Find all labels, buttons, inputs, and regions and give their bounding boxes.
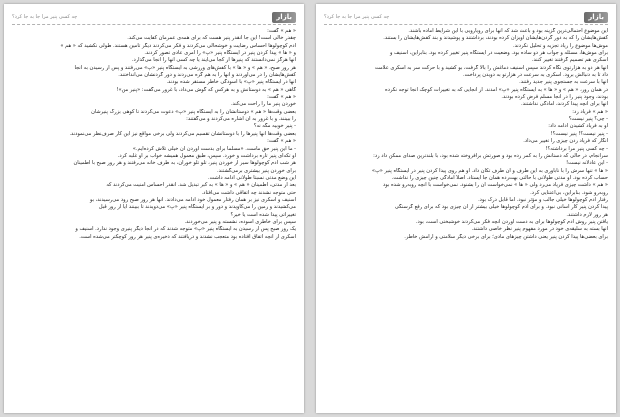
text-line: برای موش‌ها، مسئله و جواب هر دو ساده بود. وضعیت در ایستگاه پنیر تغییر کرده بود. بنابراین، اسنیف و: [389, 50, 608, 57]
text-line: بعد از مدتی، اطمینان « هم » و « ها » به کبر تبدیل شد. آنقدر احساس امنیت می‌کردند که: [106, 182, 296, 189]
text-line: برای خوردن پنیر بیشتری برمی‌گشتند.: [216, 167, 296, 174]
page-left: [4, 4, 304, 413]
text-line: حساب کرده بود. او مدتی طولانی با حالتی بهت‌زده همان جا ایستاد. اصلاً آمادگی چنین چیزی را نداشت.: [391, 174, 608, 181]
text-line: - این عادلانه نیست!: [566, 160, 608, 167]
text-line: داد تا به دنبالش برود. اسکری به سرعت در هزارتو به دویدن پرداخت.: [463, 72, 608, 79]
book-title: چه کسی پنیر مرا جا به جا کرد؟: [324, 14, 390, 20]
text-line: حتی متوجه نشدند چه اتفاقی داشت می‌افتاد.: [201, 189, 296, 196]
text-line: او به فریاد کشیدن ادامه داد:: [548, 123, 608, 130]
text-line: « ها » تنها سرش را با ناباوری به این طرف و آن طرف تکان داد. او هم روی پیدا کردن پنیر در ایستگاه پنیر «پ»: [371, 167, 608, 174]
page-text-left: [12, 28, 296, 409]
text-line: بودند، وجود پنیر را در آنجا مسلم فرض کرده بودند.: [501, 94, 608, 101]
text-line: آنها برای آنچه پیدا کردند، آمادگی نداشتند.: [521, 101, 608, 108]
text-line: خوردن پنیر ما را راحت می‌کند.: [230, 101, 296, 108]
text-line: سرانجام، در حالی که دستانش را به کمر زده بود و صورتش برافروخته شده بود، با بلندترین صدای ممکن داد زد:: [373, 152, 608, 159]
site-logo: بازار: [584, 12, 608, 23]
text-line: هر شب آدم کوچولوها سیر از خوردن پنیر، تلو تلو خوران، به طرف خانه می‌رفتند و هر روز صبح با اطمینان: [73, 160, 296, 167]
text-line: بعضی وقت‌ها آنها پنیرها را با دوستانشان تقسیم می‌کردند ولی برخی مواقع نیز این کار صرف‌نظر می‌نمودند.: [69, 130, 296, 137]
text-line: یافتن پنیر روش آدم کوچولوها برای به دست آوردن آنچه فکر می‌کردند خوشبختی است، بود.: [415, 218, 608, 225]
text-line: آنها در ایستگاه پنیر «پ» با آسودگی خاطر مستقر شده بودند.: [166, 79, 296, 86]
text-line: آدم کوچولوها احساس رضایت و خوشحالی می‌کردند و فکر می‌کردند دیگر تامین هستند. طولی نکشید که « هم »: [60, 42, 296, 49]
text-line: چقدر خالی است! این جا آنقدر پنیر هست که برای همه‌ی عمرمان کفایت می‌کند.: [127, 35, 296, 42]
text-line: - چه کسی پنیر مرا برداشته؟!: [545, 145, 608, 152]
text-line: هر روز لازم داشتند.: [566, 211, 608, 218]
text-line: روبه‌رو شود. بنابراین، بی‌اعتنایی کرد.: [530, 189, 608, 196]
text-line: اسکری هم تصمیم گرفتند تغییر کنند.: [531, 57, 608, 64]
text-line: موش‌ها موضوع را زیاد تجزیه و تحلیل نکردند.: [512, 42, 608, 49]
text-line: یک روز صبح پس از رسیدن به ایستگاه پنیر «پ» متوجه شدند که در آنجا دیگر پنیری وجود ندارد. اسنیف و: [75, 226, 296, 233]
text-line: برای بعضی‌ها پیدا کردن پنیر یعنی داشتن چیزهای مادی؛ برای برخی دیگر سلامتی و آرامش خاطر.: [404, 233, 608, 240]
book-title: چه کسی پنیر مرا جا به جا کرد؟: [12, 14, 78, 20]
text-line: می‌کشیدند و زمین را می‌کاویدند و دور و بر ایستگاه پنیر «پ» می‌دویدند تا ببینند آیا از روز قبل: [98, 204, 296, 211]
text-line: کفش‌هایشان را که به دور گردن‌هایشان آویزان کرده بودند، برداشتند و پوشیدند و بند کفش‌هایشان را بستند.: [383, 35, 608, 42]
text-line: آنها هرگز نمی‌دانستند که پنیرها از کجا می‌آیند یا چه کسی آنها را آنجا می‌گذارد.: [131, 57, 296, 64]
text-line: اسنیف و اسکری نیز بر همان رفتار معمول خود ادامه می‌دادند. آنها هر روز صبح زود می‌رسیدند، بو: [89, 196, 296, 203]
text-line: اسکری از آنچه اتفاق افتاده بود متعجب نشدند و دریافتند که ذخیره‌ی پنیر هر روز کوچکتر می‌شده است.: [79, 233, 296, 240]
text-line: در همان روز، « هم » و « ها » به ایستگاه پنیر «پ» آمدند. از آنجایی که به تغییرات کوچک آنجا توجه نکرده: [385, 86, 608, 93]
text-line: این وضع مدتی نسبتاً طولانی ادامه داشت.: [208, 174, 296, 181]
text-line: آنها بسته به سلیقه‌ی خود در مورد مفهوم پنیر نظر خاصی داشتند.: [471, 226, 608, 233]
text-line: را ببینند. و با غرور به آن اشاره می‌کردند و می‌گفتند:: [186, 116, 296, 123]
text-line: پیدا کردن پنیر کار آسانی نبود. و برای آدم کوچولوها خیلی بیشتر از آن چیزی بود که برای رفع گرسنگی: [394, 204, 608, 211]
page-right: [316, 4, 616, 413]
text-line: تغییراتی پیدا شده است یا خیر؟: [230, 211, 296, 218]
text-line: « هم » داشت چیزی فریاد می‌زد ولی « ها » نمی‌خواست آن را بشنود. نمی‌خواست با آنچه روبه‌رو شده بود: [383, 182, 608, 189]
site-logo: بازار: [272, 12, 296, 23]
text-line: این موضوع احتمالی‌ترین گزینه بود و باعث شد که آنها برای رویارویی با این شرایط آماده باشند.: [408, 28, 608, 34]
text-line: « هم » گفت:: [267, 138, 296, 145]
text-line: « هم » فریاد زد:: [572, 108, 608, 115]
page-text-right: [324, 28, 608, 409]
text-line: کفش‌هایشان را در می‌آوردند و آنها را به هم گره می‌زدند و دور گردنشان می‌انداختند.: [118, 72, 296, 79]
text-line: و « ها » پیدا کردن پنیر در ایستگاه پنیر «پ» را امری عادی تصور کردند.: [144, 50, 296, 57]
text-line: آنها با سرعت به جستجوی پنیر جدید رفتند.: [519, 79, 608, 86]
text-line: سپس برای خاطری آسوده، نشسته و پنیر می‌خوردند.: [184, 218, 296, 225]
text-line: او تکه‌ای پنیر تازه برداشت و خورد. سپس، طبق معمول همیشه خواب بر او غلبه کرد.: [117, 152, 296, 159]
text-line: « هم » گفت:: [267, 28, 296, 34]
page-header: [12, 10, 296, 25]
text-line: بعضی وقت‌ها « هم » دوستانشان را به ایستگاه پنیر «پ» دعوت می‌کردند تا کوهی بزرگ پنیرشان: [91, 108, 296, 115]
text-line: گاهی « هم » به دوستانش و به هرکس که گوش می‌داد، با غرور می‌گفت: «پنیر من»!: [116, 86, 296, 93]
text-line: - پنیر نیست؟! پنیر نیست؟!: [550, 130, 608, 137]
text-line: - چی؟ پنیر نیست؟: [568, 116, 608, 123]
page-header: [324, 10, 608, 25]
text-line: آنها هر دو به هزارتوی نگاه کردند سپس اسنیف دماغش را بالا گرفت، بو کشید و با حرکت سر به اسکری علامت: [374, 64, 608, 71]
text-line: - ما این پنیر حق ماست. «مسلماً برای بدست آوردن آن خیلی تلاش کرده‌ایم.»: [132, 145, 296, 152]
text-line: - پنیر خوبیه مگه نه؟: [253, 123, 296, 130]
text-line: انگار که فریاد زدن چیزی را تغییر می‌داد.: [523, 138, 608, 145]
text-line: هر روز صبح، « هم » و « ها » با کفش‌های ورزشی به ایستگاه پنیر «پ» می‌رفتند و پس از رسیدن به آنجا: [74, 64, 296, 71]
text-line: « هم » گفت:: [267, 94, 296, 101]
text-line: رفتار آدم کوچولوها خیلی جالب و مؤثر نبود. اما قابل درک بود.: [478, 196, 608, 203]
